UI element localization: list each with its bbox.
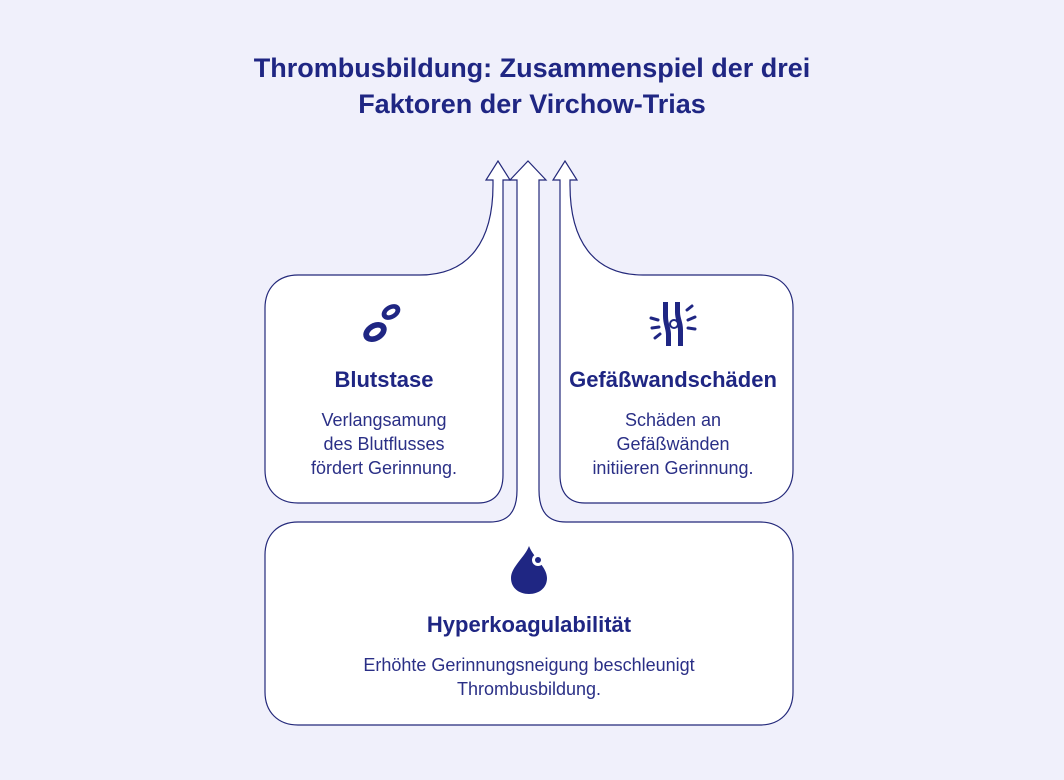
red-blood-cells-icon (358, 298, 410, 350)
blutstase-card (265, 298, 503, 480)
hyper-card (265, 543, 793, 701)
blutstase-text-line: fördert Gerinnung. (310, 458, 458, 478)
gefaess-text-line: Gefäßwänden (616, 434, 730, 454)
blutstase-text (265, 408, 503, 480)
title-line-1: Thrombusbildung: Zusammenspiel der drei (253, 53, 811, 83)
hyper-text (265, 653, 793, 701)
hyper-text-line: Erhöhte Gerinnungsneigung beschleunigt (363, 655, 695, 675)
title-line-2: Faktoren der Virchow-Trias (358, 89, 706, 119)
blutstase-text-line: des Blutflusses (323, 434, 445, 454)
blutstase-text-line: Verlangsamung (321, 410, 447, 430)
hyper-text-line: Thrombusbildung. (456, 679, 602, 699)
gefaess-text-line: initiieren Gerinnung. (592, 458, 754, 478)
gefaess-text (553, 408, 793, 480)
gefaess-card (553, 298, 793, 480)
gefaess-title: Gefäßwandschäden (569, 367, 777, 392)
damaged-vessel-icon (647, 298, 699, 350)
blutstase-title: Blutstase (334, 367, 434, 392)
hyper-title: Hyperkoagulabilität (426, 612, 632, 637)
gefaess-text-line: Schäden an (624, 410, 722, 430)
blood-drop-icon (503, 543, 555, 595)
